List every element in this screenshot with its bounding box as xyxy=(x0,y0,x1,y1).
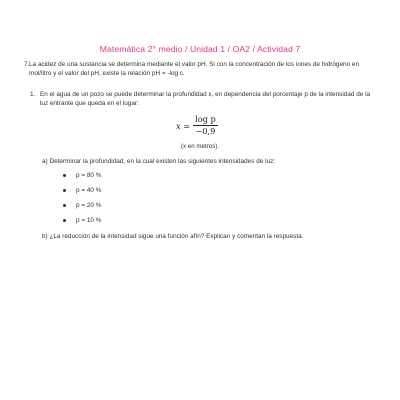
bullet-item xyxy=(63,202,101,209)
intro-paragraph xyxy=(24,60,381,78)
bullet-text: p = 40 % xyxy=(76,187,102,194)
bullet-dot xyxy=(63,219,66,222)
question-text: En el agua de un pozo se puede determinar la profundidad x, en dependencia del porcentaje p de la intensidad de la luz entrante que queda en el lugar: xyxy=(40,91,371,107)
bullet-dot xyxy=(63,204,66,207)
bullet-text: p = 10 % xyxy=(76,217,102,224)
bullet-text: p = 20 % xyxy=(76,202,102,209)
bullet-item xyxy=(63,172,101,179)
bullet-text: p = 80 % xyxy=(76,172,102,179)
bullet-item xyxy=(63,217,101,224)
intro-number: 7. xyxy=(24,61,30,68)
question-number: 1. xyxy=(30,91,36,98)
units-note: (x en metros). xyxy=(180,143,220,150)
depth-formula xyxy=(176,115,218,136)
part-a-text: a) Determinar la profundidad, en la cual existen las siguientes intensidades de luz: xyxy=(42,158,276,165)
bullet-dot xyxy=(63,174,66,177)
formula-lhs: x = xyxy=(176,120,191,131)
intro-text: La acidez de una sustancia se determina mediante el valor pH. Si con la concentración de los iones de hidrógeno en mol/litro y el valor del pH, existe la relación pH = -log c. xyxy=(29,61,360,77)
bullet-dot xyxy=(63,189,66,192)
formula-denominator: −0,9 xyxy=(195,126,216,136)
page-title: Matemática 2° medio / Unidad 1 / OA2 / Actividad 7 xyxy=(99,44,301,54)
part-b-text: b) ¿La reducción de la intensidad sigue una función afín? Explican y comentan la respuesta. xyxy=(42,233,304,240)
bullet-item xyxy=(63,187,101,194)
formula-fraction xyxy=(193,115,218,136)
formula-numerator: log p xyxy=(195,114,216,124)
